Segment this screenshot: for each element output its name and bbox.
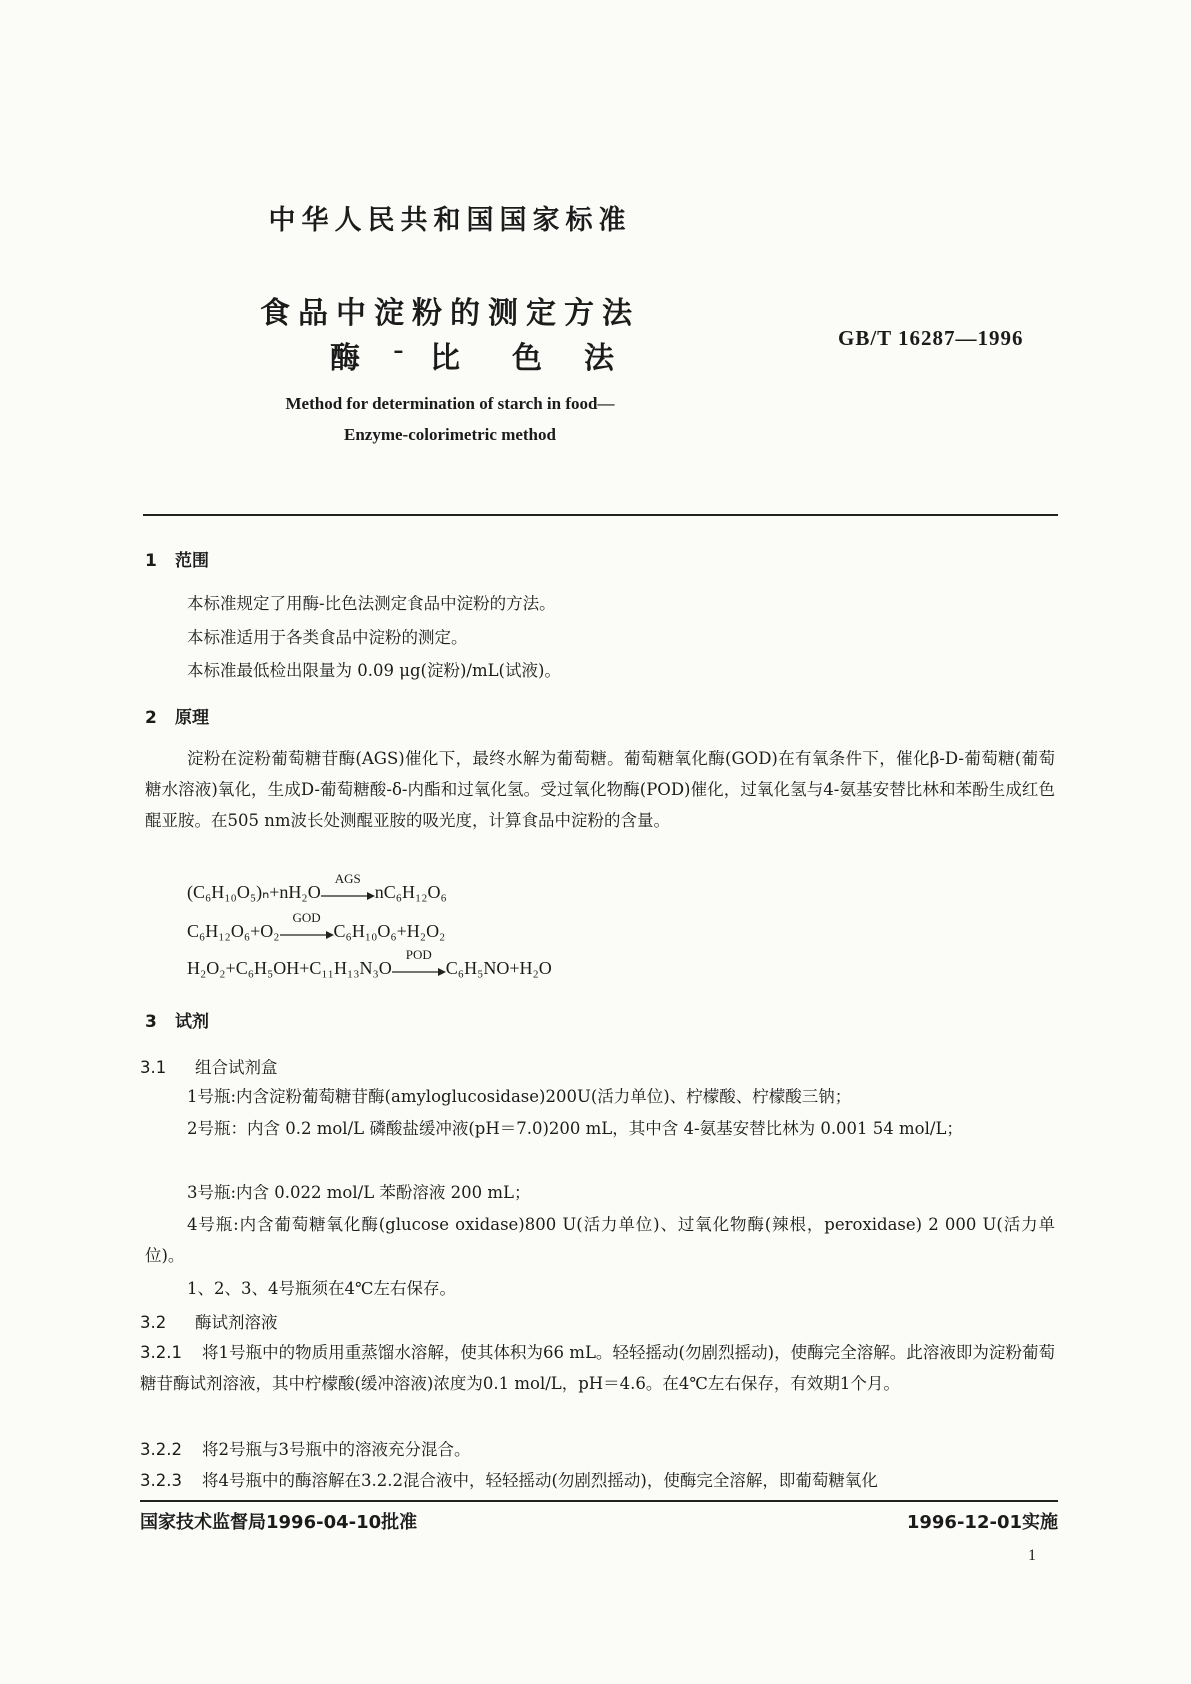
implementation-date: 1996-12-01实施 — [906, 1512, 1058, 1533]
clause-text: 将4号瓶中的酶溶解在3.2.2混合液中，轻轻摇动(勿剧烈摇动)，使酶完全溶解，即葡萄糖氧化 — [202, 1471, 878, 1490]
reagent-item: 3号瓶:内含 0.022 mol/L 苯酚溶液 200 mL； — [187, 1183, 531, 1202]
footer-divider — [140, 1500, 1058, 1502]
title-part: 酶 — [330, 341, 360, 376]
title-part: 法 — [584, 341, 614, 376]
reagent-item: 1号瓶:内含淀粉葡萄糖苷酶(amyloglucosidase)200U(活力单位)、柠檬酸、柠檬酸三钠； — [187, 1087, 852, 1106]
equation-god — [187, 909, 446, 942]
principle-paragraph: 淀粉在淀粉葡萄糖苷酶(AGS)催化下，最终水解为葡萄糖。葡萄糖氧化酶(GOD)在有氧条件下，催化β-D-葡萄糖(葡萄糖水溶液)氧化，生成D-葡萄糖酸-δ-内酯和过氧化氢。受过氧化物酶(POD)催化，过氧化氢与4-氨基安替比林和苯酚生成红色醌亚胺。在505 nm波长处测醌亚胺的吸光度，计算食品中淀粉的含量。 — [145, 749, 1055, 830]
reaction-arrow-icon — [321, 870, 375, 903]
section-number: 1 — [145, 551, 157, 571]
subsection-3-2-heading — [140, 1309, 278, 1333]
section-title: 范围 — [175, 551, 209, 571]
standard-number: GB/T 16287—1996 — [838, 326, 1024, 350]
equation-right: nC₆H₁₂O₆ — [374, 882, 447, 902]
catalyst-label: POD — [405, 946, 432, 962]
clause-3-2-2 — [140, 1434, 1055, 1465]
reagent-item: 1、2、3、4号瓶须在4℃左右保存。 — [187, 1279, 456, 1298]
section-1-line: 本标准最低检出限量为 0.09 μg(淀粉)/mL(试液)。 — [187, 661, 561, 680]
equation-right: C₆H₅NO+H₂O — [445, 958, 552, 978]
section-number: 3 — [145, 1012, 157, 1032]
reaction-arrow-icon — [392, 946, 446, 979]
subsection-title: 组合试剂盒 — [195, 1058, 278, 1077]
national-standard-heading: 中华人民共和国国家标准 — [268, 205, 632, 236]
reaction-arrow-icon — [280, 909, 334, 942]
section-title: 试剂 — [175, 1012, 209, 1032]
section-1-line: 本标准规定了用酶-比色法测定食品中淀粉的方法。 — [187, 594, 556, 613]
section-number: 2 — [145, 708, 157, 728]
title-part: - — [393, 333, 404, 368]
approval-date: 国家技术监督局1996-04-10批准 — [140, 1512, 418, 1533]
title-part: 比 — [430, 341, 460, 376]
clause-3-2-3 — [140, 1465, 1055, 1496]
section-2-heading — [145, 703, 209, 728]
section-3-heading — [145, 1007, 209, 1032]
header-divider — [143, 514, 1058, 516]
reagent-item: 4号瓶:内含葡萄糖氧化酶(glucose oxidase)800 U(活力单位)、过氧化物酶(辣根，peroxidase) 2 000 U(活力单位)。 — [145, 1215, 1055, 1265]
title-english-line2: Enzyme-colorimetric method — [344, 425, 556, 444]
catalyst-label: GOD — [292, 909, 321, 925]
page-number: 1 — [1028, 1547, 1036, 1564]
clause-number: 3.2.2 — [140, 1440, 182, 1459]
section-title: 原理 — [175, 708, 209, 728]
section-1-heading — [145, 546, 209, 571]
equation-pod — [187, 946, 552, 979]
subsection-title: 酶试剂溶液 — [195, 1313, 278, 1332]
subsection-number: 3.1 — [140, 1058, 167, 1077]
equation-left: H₂O₂+C₆H₅OH+C₁₁H₁₃N₃O — [187, 958, 392, 978]
clause-text: 将1号瓶中的物质用重蒸馏水溶解，使其体积为66 mL。轻轻摇动(勿剧烈摇动)，使酶完全溶解。此溶液即为淀粉葡萄糖苷酶试剂溶液，其中柠檬酸(缓冲溶液)浓度为0.1 mol/L，pH＝4.6。在4℃左右保存，有效期1个月。 — [140, 1343, 1055, 1393]
clause-text: 将2号瓶与3号瓶中的溶液充分混合。 — [202, 1440, 471, 1459]
title-chinese-line1: 食品中淀粉的测定方法 — [260, 296, 640, 331]
clause-number: 3.2.1 — [140, 1343, 182, 1362]
clause-3-2-1 — [140, 1337, 1055, 1399]
equation-right: C₆H₁₀O₆+H₂O₂ — [333, 921, 446, 941]
title-part: 色 — [512, 341, 542, 376]
catalyst-label: AGS — [334, 870, 361, 886]
title-english-line1: Method for determination of starch in food— — [285, 394, 615, 413]
equation-left: C₆H₁₂O₆+O₂ — [187, 921, 280, 941]
equation-ags — [187, 870, 447, 903]
equation-left: (C₆H₁₀O₅)ₙ+nH₂O — [187, 882, 321, 902]
reagent-item: 2号瓶：内含 0.2 mol/L 磷酸盐缓冲液(pH＝7.0)200 mL，其中含 4-氨基安替比林为 0.001 54 mol/L； — [187, 1119, 963, 1138]
subsection-3-1-heading — [140, 1054, 278, 1078]
section-1-line: 本标准适用于各类食品中淀粉的测定。 — [187, 628, 468, 647]
clause-number: 3.2.3 — [140, 1471, 182, 1490]
subsection-number: 3.2 — [140, 1313, 167, 1332]
